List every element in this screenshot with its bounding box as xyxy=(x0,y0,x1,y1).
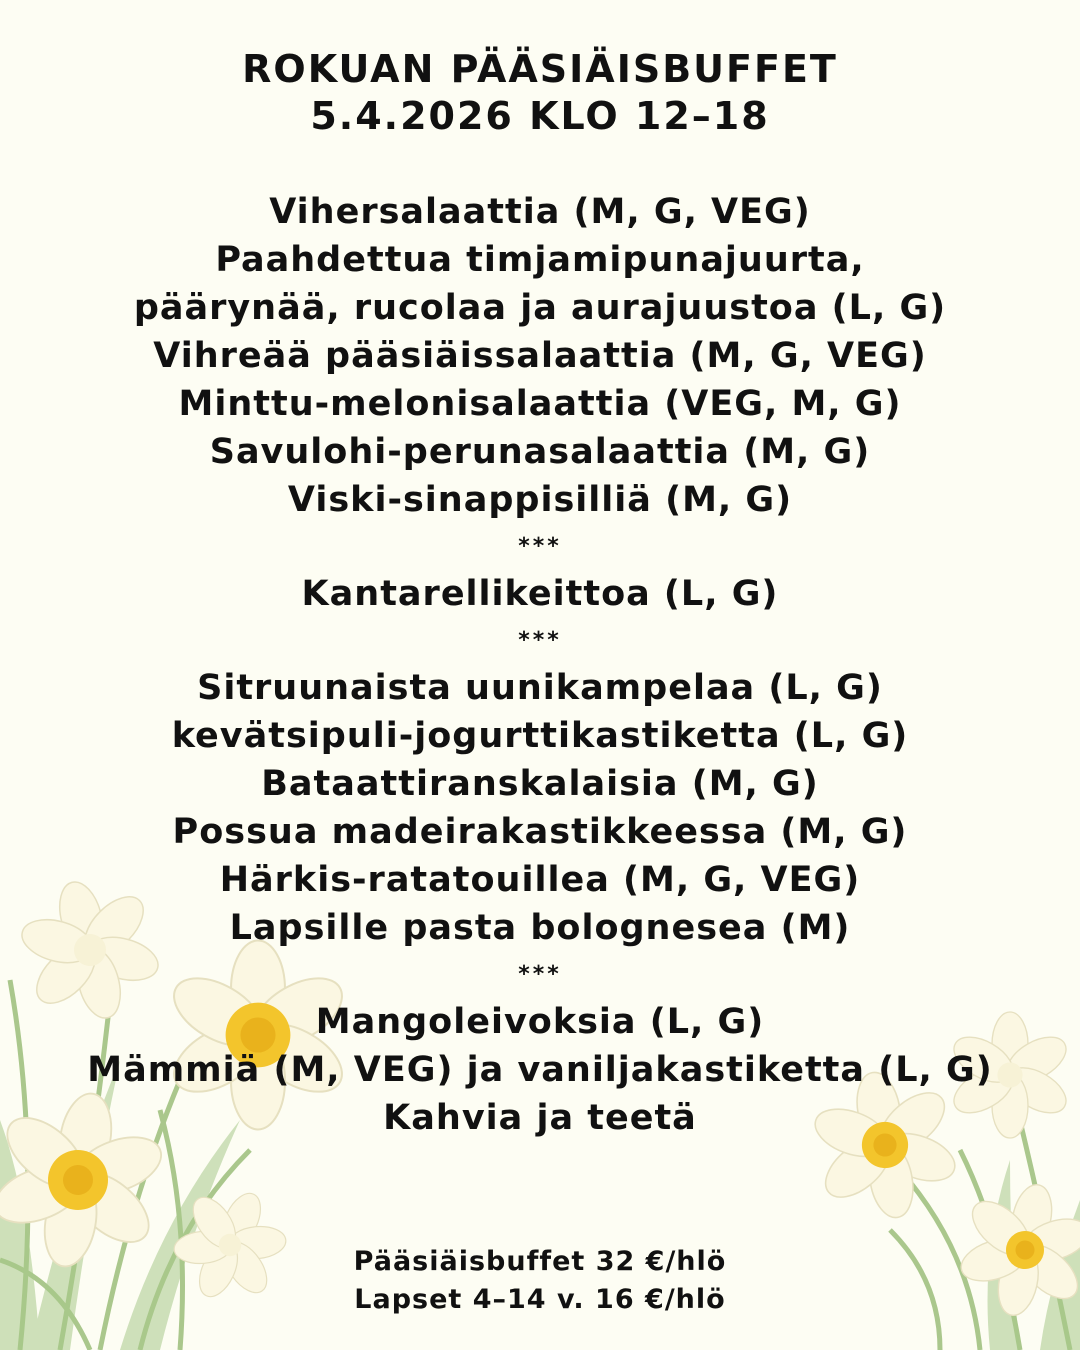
menu-item: Savulohi-perunasalaattia (M, G) xyxy=(209,432,871,472)
menu-item: Paahdettua timjamipunajuurta, xyxy=(215,240,865,280)
menu-item: Lapsille pasta bolognesea (M) xyxy=(229,908,851,948)
menu-item: Minttu-melonisalaattia (VEG, M, G) xyxy=(178,384,902,424)
price-info xyxy=(0,1243,1080,1319)
menu-item: Vihersalaattia (M, G, VEG) xyxy=(269,192,811,232)
menu-list xyxy=(40,188,1040,1142)
menu-item: Viski-sinappisilliä (M, G) xyxy=(287,480,793,520)
children-price: Lapset 4–14 v. 16 €/hlö xyxy=(354,1284,726,1315)
event-title: ROKUAN PÄÄSIÄISBUFFET xyxy=(242,47,838,91)
section-separator: *** xyxy=(518,628,562,653)
menu-item: Possua madeirakastikkeessa (M, G) xyxy=(172,812,908,852)
menu-item: päärynää, rucolaa ja aurajuustoa (L, G) xyxy=(133,288,947,328)
section-separator: *** xyxy=(518,534,562,559)
event-date-time: 5.4.2026 KLO 12–18 xyxy=(310,94,770,138)
menu-item: Vihreää pääsiäissalaattia (M, G, VEG) xyxy=(153,336,927,376)
menu-item: Härkis-ratatouillea (M, G, VEG) xyxy=(219,860,861,900)
menu-item: Kantarellikeittoa (L, G) xyxy=(301,574,779,614)
menu-item: Mämmiä (M, VEG) ja vaniljakastiketta (L, G) xyxy=(87,1050,993,1090)
section-separator: *** xyxy=(518,962,562,987)
menu-item: kevätsipuli-jogurttikastiketta (L, G) xyxy=(171,716,909,756)
menu-item: Sitruunaista uunikampelaa (L, G) xyxy=(197,668,883,708)
menu-item: Bataattiranskalaisia (M, G) xyxy=(261,764,819,804)
poster-header xyxy=(0,46,1080,140)
menu-item: Mangoleivoksia (L, G) xyxy=(315,1002,765,1042)
adult-price: Pääsiäisbuffet 32 €/hlö xyxy=(353,1246,727,1277)
menu-item: Kahvia ja teetä xyxy=(383,1098,697,1138)
